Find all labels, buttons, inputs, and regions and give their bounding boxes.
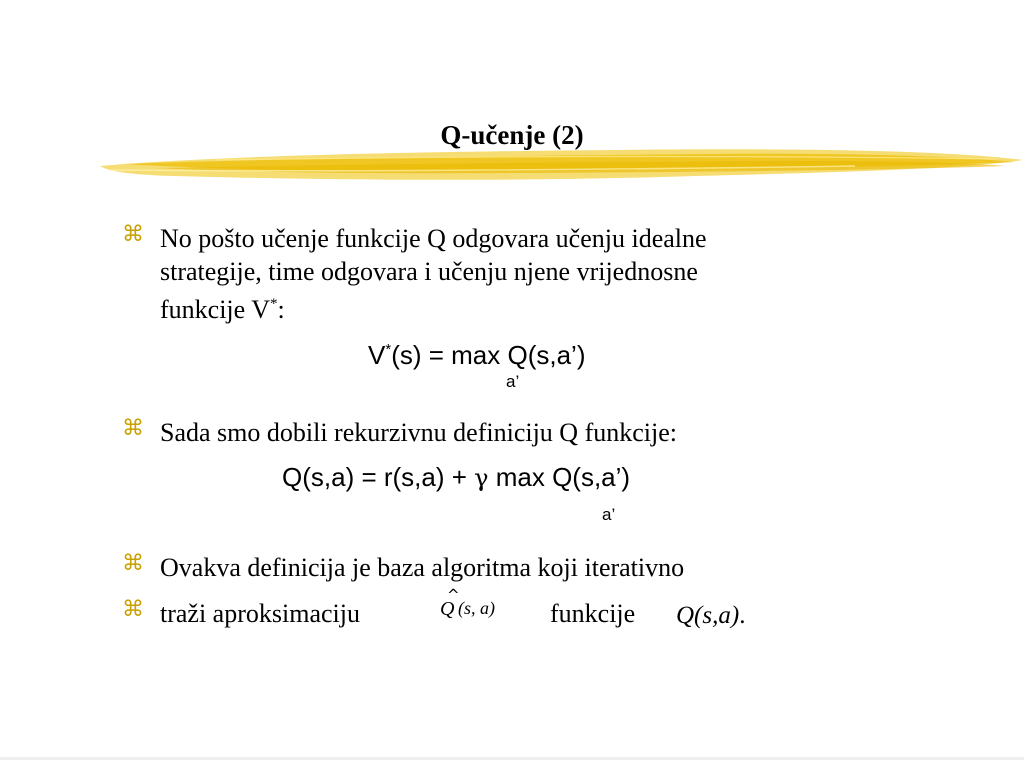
q-function-formula: Q(s,a). — [676, 602, 746, 629]
slide-title: Q-učenje (2) — [440, 120, 584, 150]
bullet-4-funkcije: funkcije — [550, 599, 636, 628]
bullet-3: Ovakva definicija je baza algoritma koji iterativno — [160, 553, 685, 582]
bullet-4: traži aproksimaciju — [160, 599, 360, 628]
bullet-1-line-2: strategije, time odgovara i učenju njene vrijednosne — [160, 257, 698, 286]
bullet-icon: ⌘ — [122, 222, 144, 247]
bullet-icon: ⌘ — [122, 597, 144, 622]
formula-v-star: V*(s) = max Q(s,a’) — [368, 340, 586, 370]
bullet-1-line-1: No pošto učenje funkcije Q odgovara učenju idealne — [160, 224, 707, 253]
bullet-1 — [160, 222, 920, 326]
slide: Q-učenje (2) ⌘ No pošto učenje funkcije Q odgovara učenju idealne strategije, time odgovara i učenju njene vrijednosne funkcije V*: V*(s) = max Q(s,a’) a’ ⌘ Sada smo dobili rekurzivnu definiciju Q funkcije: Q(s,a) = r(s,a) + γ max Q(s,a’) a’ ⌘ Ovakva definicija je baza algoritma koji iterativno ⌘ traži aproksimaciju ^ Q (s, a) funkcije Q(s,a). — [0, 0, 1024, 768]
bullet-2: Sada smo dobili rekurzivnu definiciju Q funkcije: — [160, 418, 677, 447]
bullet-icon: ⌘ — [122, 416, 144, 441]
formula-q-subscript: a’ — [602, 505, 616, 524]
bullet-icon: ⌘ — [122, 551, 144, 576]
formula-v-star-subscript: a’ — [506, 372, 520, 391]
bullet-1-line-3: funkcije V*: — [160, 295, 285, 324]
formula-q-recursive: Q(s,a) = r(s,a) + γ max Q(s,a’) — [282, 462, 631, 492]
title-underline-brush — [95, 142, 1024, 192]
footer-divider — [0, 757, 1024, 760]
